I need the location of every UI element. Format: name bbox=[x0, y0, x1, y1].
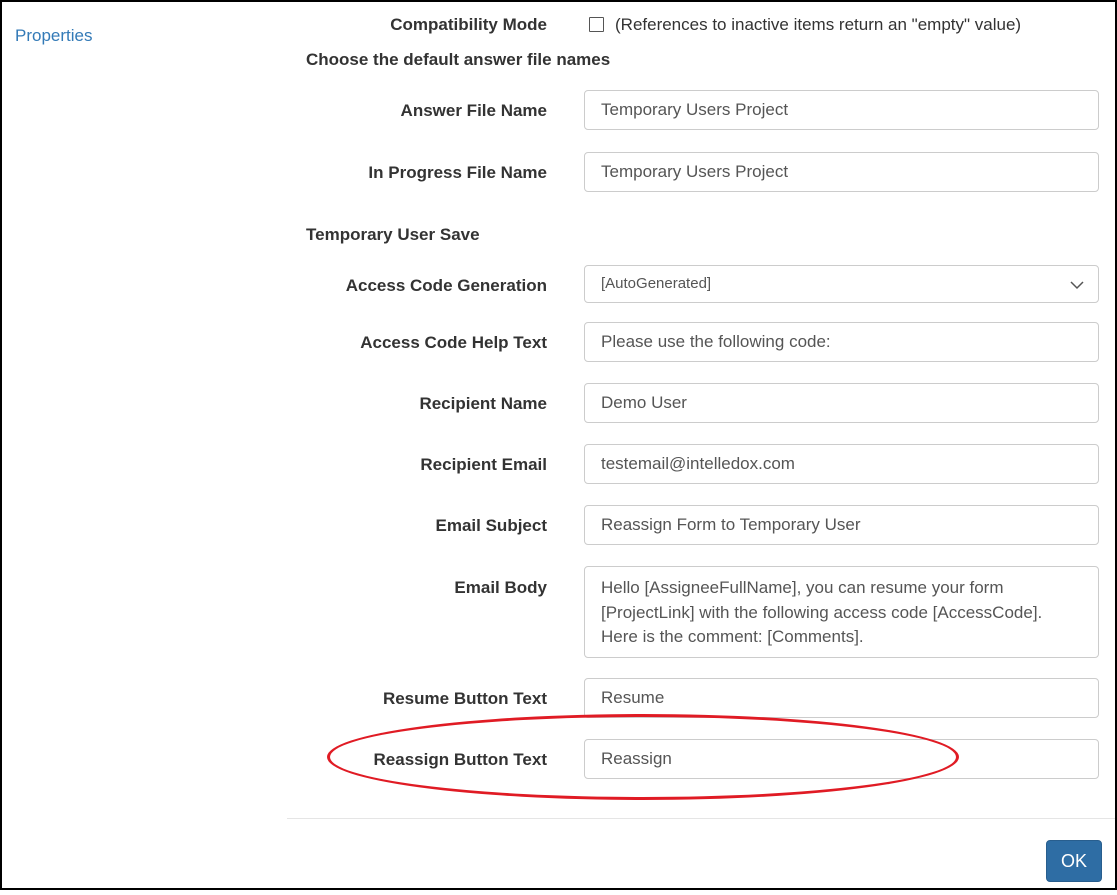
email-body-line: Hello [AssigneeFullName], you can resume your form bbox=[601, 578, 1004, 597]
access-code-help-text-label: Access Code Help Text bbox=[360, 333, 547, 352]
in-progress-file-name-input[interactable]: Temporary Users Project bbox=[584, 152, 1099, 192]
email-subject-input[interactable]: Reassign Form to Temporary User bbox=[584, 505, 1099, 545]
access-code-help-text-input[interactable]: Please use the following code: bbox=[584, 322, 1099, 362]
email-subject-label: Email Subject bbox=[435, 516, 547, 535]
answer-file-name-input[interactable]: Temporary Users Project bbox=[584, 90, 1099, 130]
answer-file-name-label: Answer File Name bbox=[400, 101, 547, 120]
recipient-name-input[interactable]: Demo User bbox=[584, 383, 1099, 423]
compatibility-mode-label: Compatibility Mode bbox=[390, 15, 547, 34]
access-code-generation-label: Access Code Generation bbox=[345, 276, 547, 295]
access-code-generation-value: [AutoGenerated] bbox=[601, 275, 712, 292]
email-body-line: [ProjectLink] with the following access code [AccessCode]. bbox=[601, 602, 1043, 622]
email-body-line: Here is the comment: [Comments]. bbox=[601, 627, 864, 646]
section-temporary-user-save: Temporary User Save bbox=[306, 225, 480, 244]
compatibility-mode-description: (References to inactive items return an "empty" value) bbox=[615, 15, 1022, 34]
compatibility-mode-checkbox[interactable] bbox=[589, 17, 604, 32]
access-code-generation-select[interactable] bbox=[584, 265, 1099, 303]
chevron-down-icon bbox=[1070, 278, 1084, 292]
in-progress-file-name-label: In Progress File Name bbox=[368, 163, 547, 182]
section-default-answer-file-names: Choose the default answer file names bbox=[306, 50, 611, 69]
reassign-button-text-label: Reassign Button Text bbox=[373, 750, 547, 769]
ok-button[interactable]: OK bbox=[1046, 840, 1102, 882]
recipient-email-input[interactable]: testemail@intelledox.com bbox=[584, 444, 1099, 484]
email-body-textarea[interactable] bbox=[584, 566, 1099, 658]
resume-button-text-input[interactable]: Resume bbox=[584, 678, 1099, 718]
email-body-label: Email Body bbox=[454, 578, 547, 597]
recipient-name-label: Recipient Name bbox=[419, 394, 547, 413]
sidebar bbox=[2, 2, 287, 888]
reassign-button-text-input[interactable]: Reassign bbox=[584, 739, 1099, 779]
recipient-email-label: Recipient Email bbox=[420, 455, 547, 474]
sidebar-link-properties[interactable]: Properties bbox=[15, 26, 93, 45]
properties-form bbox=[287, 2, 1115, 888]
footer-divider bbox=[287, 818, 1115, 819]
resume-button-text-label: Resume Button Text bbox=[382, 689, 547, 708]
